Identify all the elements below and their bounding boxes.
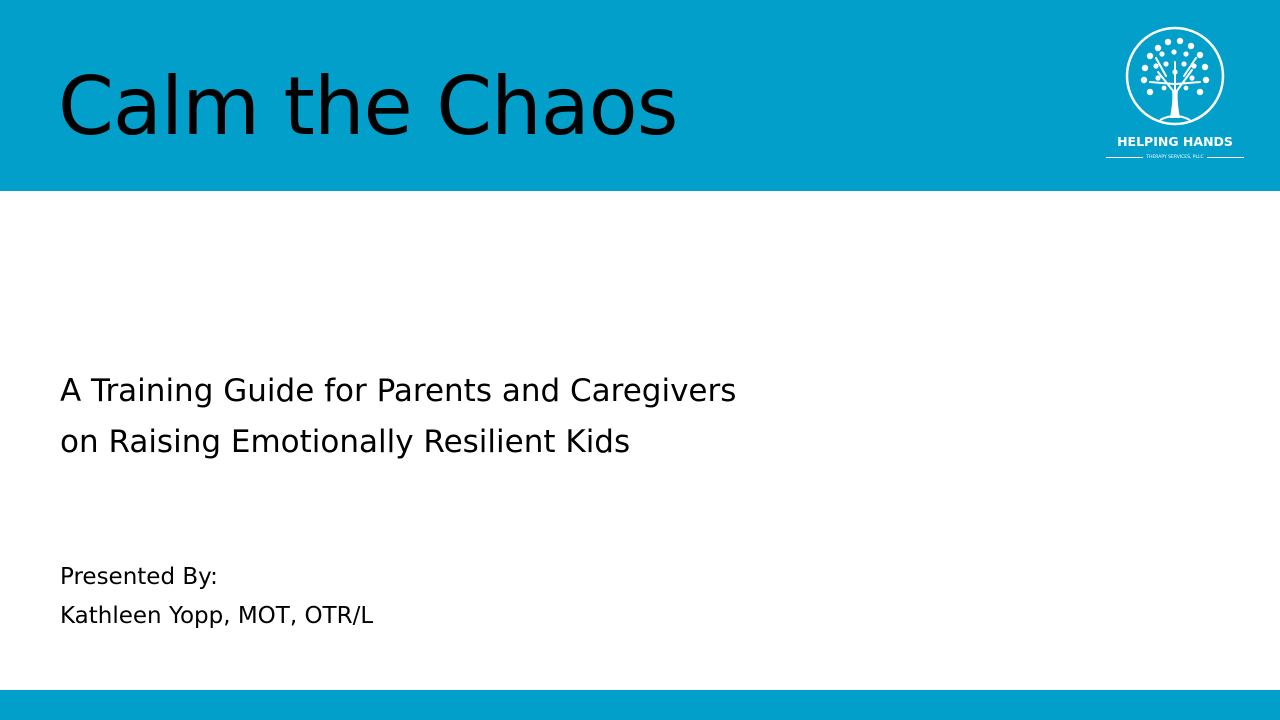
slide-title: Calm the Chaos bbox=[58, 60, 678, 153]
logo-tagline: THERAPY SERVICES, PLLC bbox=[1146, 154, 1204, 160]
logo-wordmark: HELPING HANDS bbox=[1117, 134, 1233, 149]
presenter-label: Presented By: bbox=[60, 564, 218, 590]
presenter-name: Kathleen Yopp, MOT, OTR/L bbox=[60, 603, 374, 629]
subtitle-line-1: A Training Guide for Parents and Caregivers bbox=[60, 373, 737, 409]
tree-of-hands-icon bbox=[1100, 26, 1250, 131]
header-band bbox=[0, 0, 1280, 191]
presenter-block bbox=[60, 558, 760, 636]
logo-divider-right bbox=[1207, 157, 1244, 158]
company-logo bbox=[1100, 26, 1250, 166]
logo-tagline-row bbox=[1106, 152, 1244, 162]
logo-divider-left bbox=[1106, 157, 1143, 158]
slide-subtitle bbox=[60, 366, 960, 468]
subtitle-line-2: on Raising Emotionally Resilient Kids bbox=[60, 424, 631, 460]
footer-band bbox=[0, 690, 1280, 720]
